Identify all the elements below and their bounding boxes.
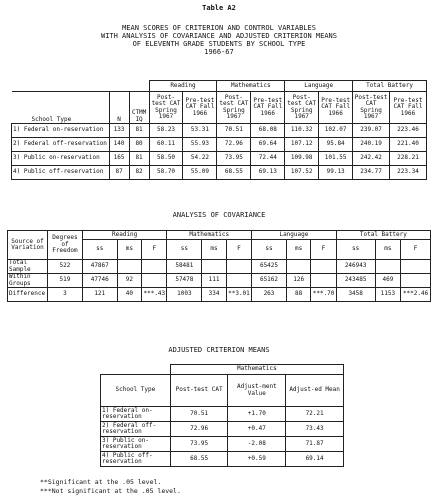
anova-cell: 243485	[336, 274, 375, 288]
subhead-pre: Pre-test CAT Fall 1966	[390, 92, 427, 124]
score-cell: 69.13	[251, 166, 285, 180]
adj-value-cell: +0.47	[228, 422, 286, 437]
adj-mean-cell: 73.43	[286, 422, 344, 437]
score-cell: 70.51	[217, 124, 251, 138]
anova-cell: 334	[202, 288, 227, 302]
score-cell: 234.77	[353, 166, 390, 180]
adj-mean-cell: 72.21	[286, 407, 344, 422]
score-cell: 54.22	[183, 152, 217, 166]
score-cell: 107.52	[285, 166, 319, 180]
col-df: Degrees of Freedom	[48, 231, 83, 260]
anova-cell: 40	[117, 288, 142, 302]
anova-cell: 121	[82, 288, 117, 302]
df-cell: 519	[48, 274, 83, 288]
table-row	[101, 437, 344, 452]
iq-cell: 80	[129, 138, 149, 152]
adj-col-adj-mean: Adjust-ed Mean	[286, 375, 344, 407]
note-not-significant: ***Not significant at the .05 level.	[40, 487, 181, 495]
anova-cell: 126	[286, 274, 311, 288]
subhead-ss: ss	[252, 240, 287, 260]
anova-cell: 1153	[375, 288, 401, 302]
score-cell: 53.31	[183, 124, 217, 138]
adj-school-type-cell: 1) Federal on-reservation	[101, 407, 171, 422]
score-cell: 55.09	[183, 166, 217, 180]
title-line-1: MEAN SCORES OF CRITERION AND CONTROL VARIABLES	[122, 24, 316, 32]
subhead-pre: Pre-test CAT Fall 1966	[319, 92, 353, 124]
subhead-ms: ms	[286, 240, 311, 260]
score-cell: 72.96	[217, 138, 251, 152]
subhead-f: F	[311, 240, 336, 260]
anova-group-total-battery: Total Battery	[336, 231, 430, 240]
subhead-ss: ss	[336, 240, 375, 260]
subhead-ms: ms	[117, 240, 142, 260]
df-cell: 522	[48, 260, 83, 274]
note-significant: **Significant at the .05 level.	[40, 478, 162, 486]
subhead-ss: ss	[167, 240, 202, 260]
anova-cell	[142, 260, 167, 274]
score-cell: 69.64	[251, 138, 285, 152]
table-label: Table A2	[202, 4, 236, 12]
table-row	[12, 138, 427, 152]
score-cell: 72.44	[251, 152, 285, 166]
adj-col-post: Post-test CAT	[170, 375, 228, 407]
adj-value-cell: +0.59	[228, 452, 286, 467]
n-cell: 165	[109, 152, 129, 166]
subhead-ms: ms	[375, 240, 401, 260]
adjusted-group-mathematics: Mathematics	[170, 365, 343, 375]
anova-cell	[117, 260, 142, 274]
table-row	[12, 166, 427, 180]
subhead-ms: ms	[202, 240, 227, 260]
score-cell: 95.84	[319, 138, 353, 152]
source-cell: Difference	[8, 288, 48, 302]
subhead-f: F	[142, 240, 167, 260]
adj-col-adj-value: Adjust-ment Value	[228, 375, 286, 407]
anova-cell: 47867	[82, 260, 117, 274]
anova-cell: 1003	[167, 288, 202, 302]
n-cell: 87	[109, 166, 129, 180]
anova-cell	[226, 274, 251, 288]
group-total-battery: Total Battery	[353, 81, 427, 92]
score-cell: 109.98	[285, 152, 319, 166]
adj-school-type-cell: 4) Public off-reservation	[101, 452, 171, 467]
anova-cell: 469	[375, 274, 401, 288]
n-cell: 140	[109, 138, 129, 152]
table-row	[101, 407, 344, 422]
mean-scores-table	[11, 80, 427, 180]
school-type-cell: 2) Federal off-reservation	[12, 138, 110, 152]
table-row	[8, 288, 431, 302]
title-line-2: WITH ANALYSIS OF COVARIANCE AND ADJUSTED CRITERION MEANS	[100, 32, 337, 40]
adj-post-cell: 70.51	[170, 407, 228, 422]
score-cell: 228.21	[390, 152, 427, 166]
adj-post-cell: 68.55	[170, 452, 228, 467]
anova-cell	[311, 274, 336, 288]
adjusted-means-table	[100, 364, 344, 467]
subhead-pre: Pre-test CAT Fall 1966	[251, 92, 285, 124]
iq-cell: 82	[129, 166, 149, 180]
score-cell: 239.07	[353, 124, 390, 138]
iq-cell: 81	[129, 152, 149, 166]
group-language: Language	[285, 81, 353, 92]
anova-cell: 47746	[82, 274, 117, 288]
source-cell: Total Sample	[8, 260, 48, 274]
table-row	[101, 452, 344, 467]
adj-value-cell: -2.08	[228, 437, 286, 452]
score-cell: 99.13	[319, 166, 353, 180]
anova-cell	[142, 274, 167, 288]
anova-cell	[401, 260, 431, 274]
anova-cell	[375, 260, 401, 274]
anova-cell: 65162	[252, 274, 287, 288]
group-mathematics: Mathematics	[217, 81, 285, 92]
covariance-title: ANALYSIS OF COVARIANCE	[172, 211, 266, 219]
adj-post-cell: 72.96	[170, 422, 228, 437]
anova-cell	[202, 260, 227, 274]
subhead-ss: ss	[82, 240, 117, 260]
col-n: N	[109, 92, 129, 124]
school-type-cell: 4) Public off-reservation	[12, 166, 110, 180]
table-row	[101, 422, 344, 437]
anova-group-language: Language	[252, 231, 337, 240]
anova-cell: ***2.46	[401, 288, 431, 302]
anova-cell: 3458	[336, 288, 375, 302]
score-cell: 55.93	[183, 138, 217, 152]
anova-cell: 246943	[336, 260, 375, 274]
anova-cell: 65425	[252, 260, 287, 274]
anova-cell	[311, 260, 336, 274]
title-line-4: 1966-67	[204, 48, 234, 56]
subhead-post: Post-test CAT Spring 1967	[149, 92, 183, 124]
score-cell: 58.23	[149, 124, 183, 138]
school-type-cell: 3) Public on-reservation	[12, 152, 110, 166]
anova-cell: 92	[117, 274, 142, 288]
subhead-pre: Pre-test CAT Fall 1966	[183, 92, 217, 124]
title-line-3: OF ELEVENTH GRADE STUDENTS BY SCHOOL TYPE	[132, 40, 306, 48]
score-cell: 110.32	[285, 124, 319, 138]
subhead-f: F	[226, 240, 251, 260]
anova-cell: ***.70	[311, 288, 336, 302]
anova-group-mathematics: Mathematics	[167, 231, 252, 240]
score-cell: 73.95	[217, 152, 251, 166]
score-cell: 223.34	[390, 166, 427, 180]
score-cell: 107.12	[285, 138, 319, 152]
adj-value-cell: +1.70	[228, 407, 286, 422]
table-row	[12, 152, 427, 166]
subhead-post: Post-test CAT Spring 1967	[285, 92, 319, 124]
group-reading: Reading	[149, 81, 217, 92]
subhead-post: Post-test CAT Spring 1967	[353, 92, 390, 124]
anova-cell	[286, 260, 311, 274]
adj-post-cell: 73.95	[170, 437, 228, 452]
df-cell: 3	[48, 288, 83, 302]
adj-school-type-cell: 2) Federal off-reservation	[101, 422, 171, 437]
table-row	[12, 124, 427, 138]
col-source: Source of Variation	[8, 231, 48, 260]
adj-col-school-type: School Type	[101, 375, 171, 407]
score-cell: 221.40	[390, 138, 427, 152]
col-school-type: School Type	[12, 92, 110, 124]
anova-cell: **3.01	[226, 288, 251, 302]
score-cell: 58.50	[149, 152, 183, 166]
anova-group-reading: Reading	[82, 231, 167, 240]
adj-school-type-cell: 3) Public on-reservation	[101, 437, 171, 452]
score-cell: 223.46	[390, 124, 427, 138]
adj-mean-cell: 71.87	[286, 437, 344, 452]
covariance-table	[7, 230, 431, 302]
adjusted-title: ADJUSTED CRITERION MEANS	[168, 346, 270, 354]
anova-cell	[401, 274, 431, 288]
anova-cell	[226, 260, 251, 274]
anova-cell: ***.43	[142, 288, 167, 302]
adj-mean-cell: 69.14	[286, 452, 344, 467]
score-cell: 101.55	[319, 152, 353, 166]
col-ctmm-iq: CTMM IQ	[129, 92, 149, 124]
score-cell: 60.11	[149, 138, 183, 152]
school-type-cell: 1) Federal on-reservation	[12, 124, 110, 138]
anova-cell: 111	[202, 274, 227, 288]
anova-cell: 58481	[167, 260, 202, 274]
score-cell: 102.07	[319, 124, 353, 138]
subhead-post: Post-test CAT Spring 1967	[217, 92, 251, 124]
score-cell: 68.08	[251, 124, 285, 138]
score-cell: 58.70	[149, 166, 183, 180]
score-cell: 242.42	[353, 152, 390, 166]
table-row	[8, 260, 431, 274]
iq-cell: 81	[129, 124, 149, 138]
anova-cell: 88	[286, 288, 311, 302]
n-cell: 133	[109, 124, 129, 138]
score-cell: 240.19	[353, 138, 390, 152]
anova-cell: 57478	[167, 274, 202, 288]
anova-cell: 263	[252, 288, 287, 302]
table-row	[8, 274, 431, 288]
score-cell: 68.55	[217, 166, 251, 180]
subhead-f: F	[401, 240, 431, 260]
source-cell: Within Groups	[8, 274, 48, 288]
